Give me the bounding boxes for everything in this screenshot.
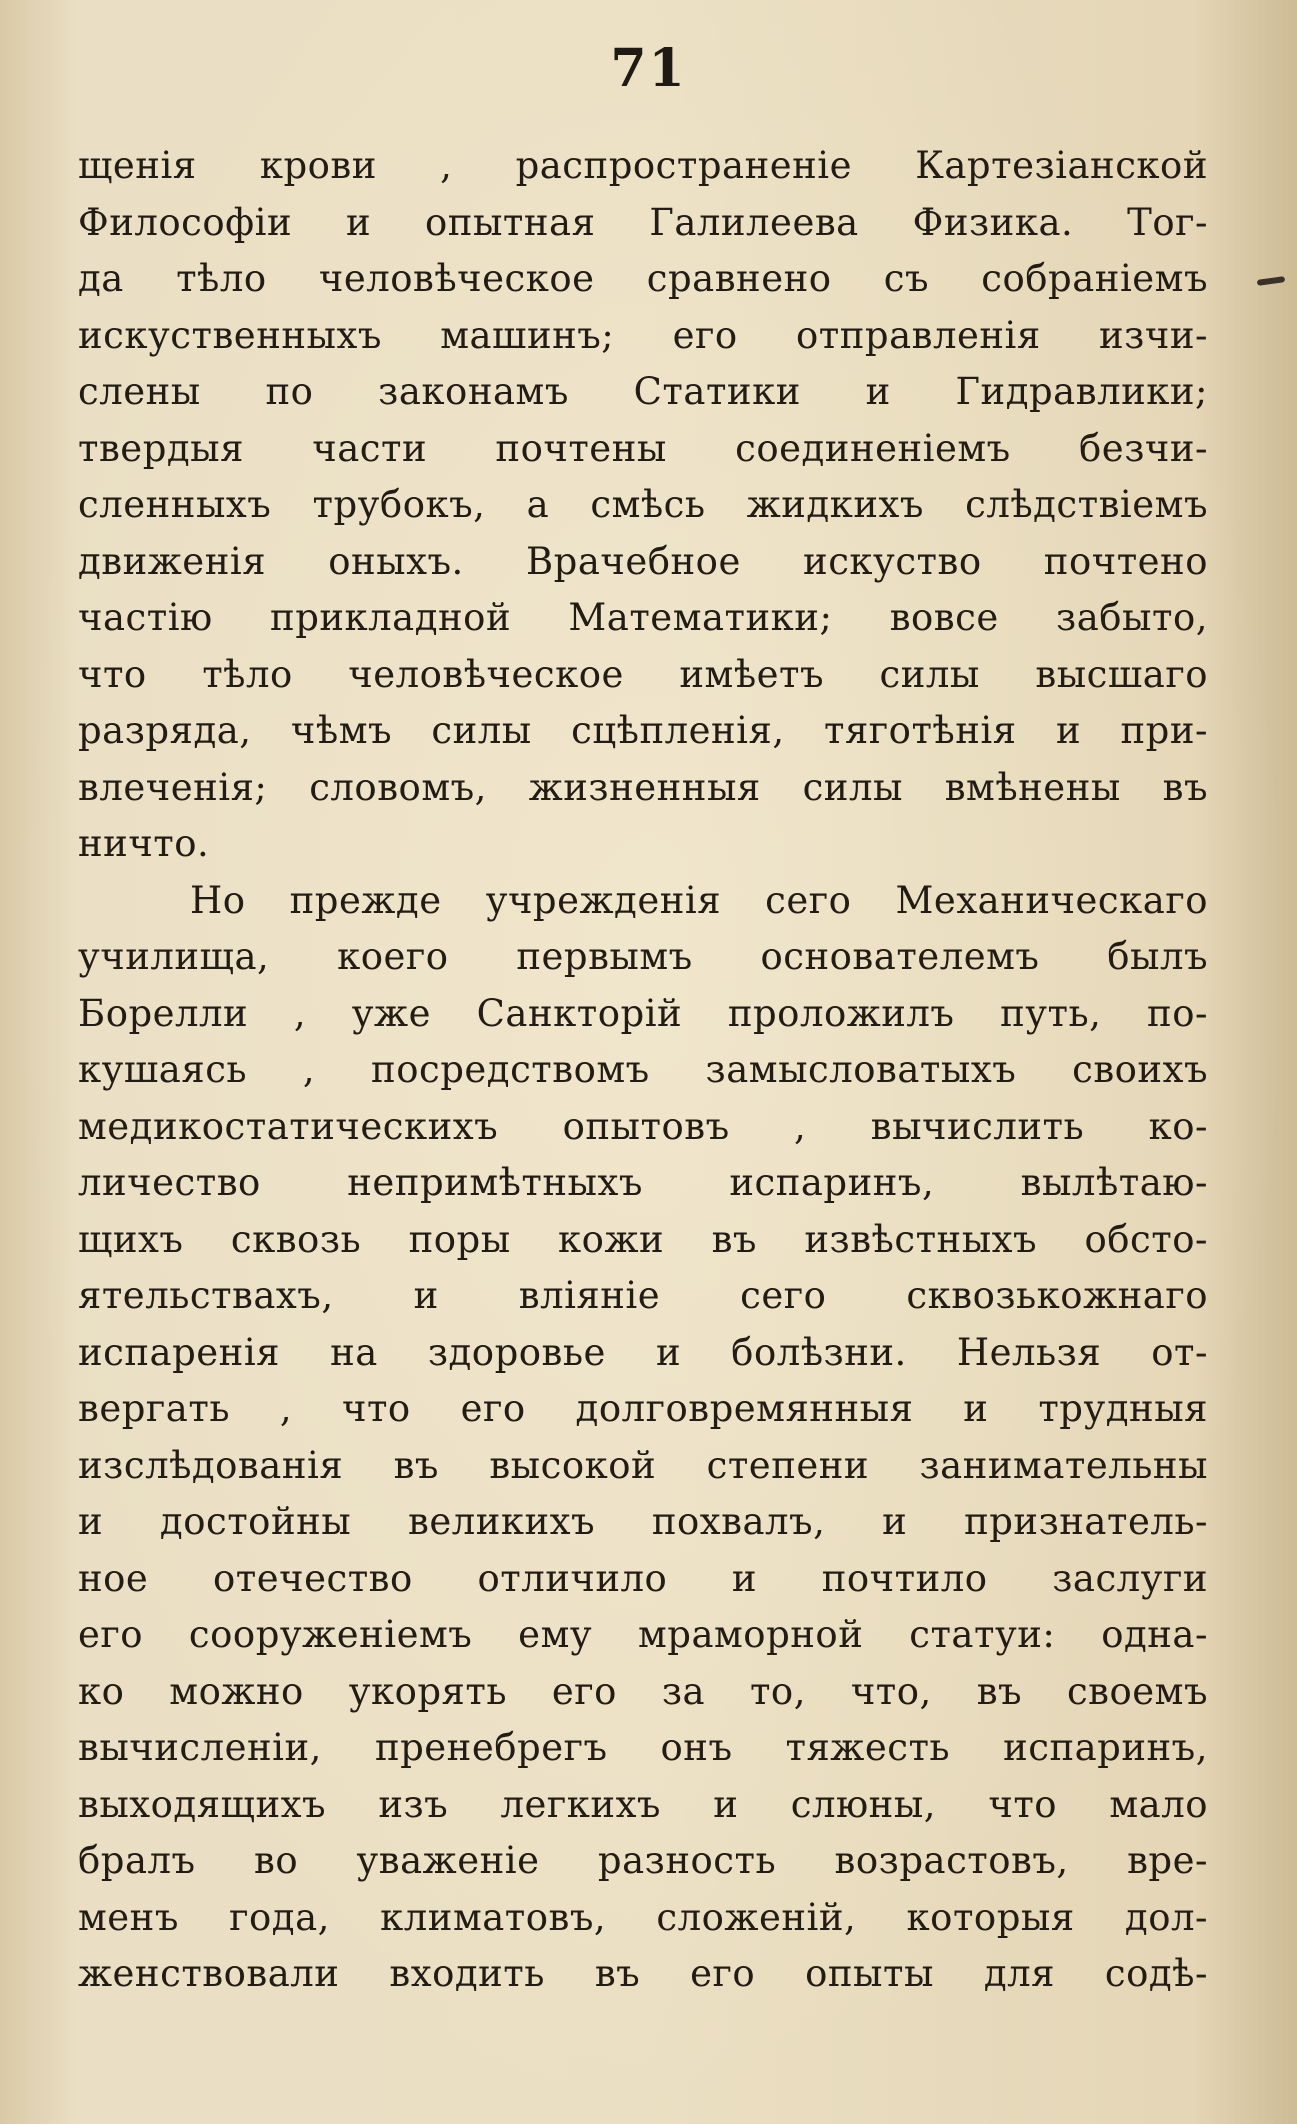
text-line: ятельствахъ, и вліяніе сего сквозькожнаго [78,1274,1208,1317]
text-line: ное отечество отличило и почтило заслуги [78,1556,1208,1600]
text-line: кушаясь , посредствомъ замысловатыхъ своихъ [78,1048,1208,1091]
text-line: частію прикладной Математики; вовсе забыто, [78,596,1208,639]
text-line: выходящихъ изъ легкихъ и слюны, что мало [78,1782,1208,1826]
text-line: искуственныхъ машинъ; его отправленія изчи- [78,313,1208,357]
text-line: Но прежде учрежденія сего Механическаго [190,878,1208,922]
text-line: Борелли , уже Санкторій проложилъ путь, по- [78,991,1208,1035]
text-line: медикостатическихъ опытовъ , вычислить ко- [78,1104,1208,1148]
paragraph-2 [78,873,1208,2003]
paragraph-1 [78,138,1208,873]
text-line: твердыя части почтены соединеніемъ безчи- [78,426,1208,470]
text-line: женствовали входить въ его опыты для содѣ- [78,1952,1208,1995]
text-line: ничто. [78,822,210,865]
text-line: движенія оныхъ. Врачебное искуство почтено [78,539,1208,583]
text-line: училища, коего первымъ основателемъ былъ [78,935,1208,978]
text-line: что тѣло человѣческое имѣетъ силы высшаго [78,652,1208,696]
text-line: вергать , что его долговремянныя и трудныя [78,1387,1208,1430]
text-line: ко можно укорять его за то, что, въ своемъ [78,1669,1208,1713]
margin-mark [1257,276,1286,286]
text-line: Философіи и опытная Галилеева Физика. Тог- [78,200,1208,244]
text-line: личество непримѣтныхъ испаринъ, вылѣтаю- [78,1161,1208,1204]
page-number: 71 [610,38,687,99]
text-line: сленныхъ трубокъ, а смѣсь жидкихъ слѣдствіемъ [78,483,1208,526]
text-line: щихъ сквозь поры кожи въ извѣстныхъ обсто- [78,1217,1208,1261]
text-line: влеченія; словомъ, жизненныя силы вмѣнены въ [78,765,1208,809]
text-line: изслѣдованія въ высокой степени занимательны [78,1443,1208,1487]
text-line: бралъ во уваженіе разность возрастовъ, вре- [78,1839,1208,1882]
text-line: щенія крови , распространеніе Картезіанской [78,144,1208,187]
text-line: разряда, чѣмъ силы сцѣпленія, тяготѣнія и при- [78,709,1208,752]
page-text [78,138,1208,2003]
text-line: слены по законамъ Статики и Гидравлики; [78,370,1208,413]
text-line: его сооруженіемъ ему мраморной статуи: одна- [78,1613,1208,1656]
text-line: вычисленіи, пренебрегъ онъ тяжесть испаринъ, [78,1726,1208,1769]
text-line: и достойны великихъ похвалъ, и признатель- [78,1500,1208,1543]
text-line: испаренія на здоровье и болѣзни. Нельзя от- [78,1330,1208,1374]
text-line: да тѣло человѣческое сравнено съ собраніемъ [78,257,1208,300]
text-line: менъ года, климатовъ, сложеній, которыя дол- [78,1895,1208,1939]
